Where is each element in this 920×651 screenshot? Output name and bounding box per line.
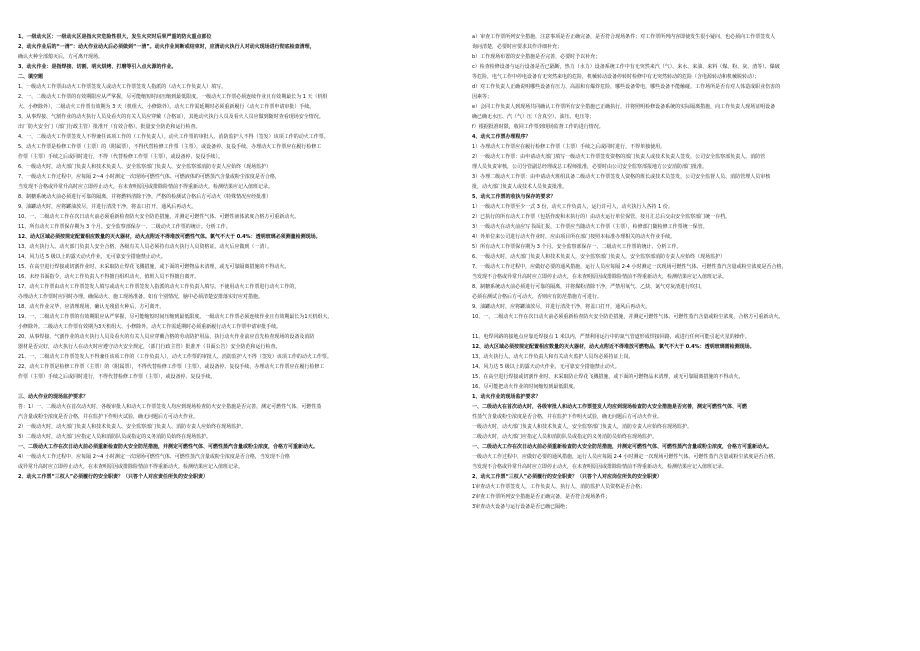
text-line: 三、动火作业的现场监护要求？ bbox=[18, 394, 89, 400]
text-line: 3审查动火设备与运行设备是否已确已隔绝； bbox=[472, 504, 571, 510]
right-text-column bbox=[472, 32, 902, 647]
text-line: 15、在高空进行焊接或切割作业时，未采取防止焊花飞溅措施，或下面的可燃物品未清理，或无可靠隔离措施的不得动火。 bbox=[472, 374, 744, 380]
text-line: 1、一级动火工作票由动火工作票签发人或动火工作票签发人指派的（动火工作负责人）填写。 bbox=[18, 84, 227, 90]
text-line: 5、动火工作票是检修工作票（主票）的（附属票），不得代替检修工作票（主票），或设备停、复役手续，办理动火工作票应在履行检修工 bbox=[18, 144, 322, 150]
text-line: 批，动火部门负责人或技术人员负责批准。 bbox=[472, 184, 568, 190]
text-line: 出厂防火安全门（部门行政主管）批准开（有效合格）。批量安全防范和运行检查。 bbox=[18, 124, 201, 130]
text-line: 21、一、二级动火工作票签发人不得兼任该项工作的（工作负责人），动火工作票的审批人、消防监护人不得（签发）该项工作的动火工作票。 bbox=[18, 354, 332, 360]
text-line: 一、二级动火工作在次日动火前必须重新检查防火安全防范措施，并测定可燃性气体、可燃性蒸汽含量或粉尘浓度，合格方可重新动火。 bbox=[18, 444, 319, 450]
text-line: 器材是否完好，动火执行人在动火时应遵守动火安全规定，（部门行政主管）批准开（书面公告）安全防范和运行检查。 bbox=[18, 344, 281, 350]
text-line: c）检查检修设备与运行设备是否已隔断，热力（水力）设备系统工作中有无突然来汽（气）、来水、来油、来料（煤、粉、灰、渣等）、爆破 bbox=[472, 64, 780, 70]
text-line: 3）一级动火在动火前应写书面汇报，工作票应当随动火工作票（主票），检修部门随检修工作票统一保管。 bbox=[472, 224, 708, 230]
text-line: 5、动火工作票的收执与保存的要求？ bbox=[472, 194, 556, 200]
text-line: 17、动火工作票由动火工作票签发人填写或动火工作票签发人指派的动火工作负责人填写。不使用动火工作票进行动火工作的， bbox=[18, 284, 300, 290]
text-line: 或异常升高时应立即停止动火，在未查明原因或排除险情前不得重新动火。检测结果应记入值班记录。 bbox=[18, 464, 244, 470]
text-line: 2）一级动火工作票：由申请动火部门填写一级动火工作票签发资格的部门负责人或技术负责人签发，公司安全监察部负责人、消防管 bbox=[472, 154, 766, 160]
text-line: 22、动火工作票是检修工作票（主票）的（附属票），不得代替检修工作票（主票），或设备停、复役手续，办理动火工作票应在履行检修工 bbox=[18, 364, 325, 370]
text-line: 小修除外。二级动火工作票有效期为3天机组大、小修除外。动火工作需延期时必须重新履行动火工作票申请审批手续。 bbox=[18, 324, 282, 330]
text-line: 作票（主票）手续之后或同时进行，不得代替检修工作票（主票），或设备停、复役手续。 bbox=[18, 374, 216, 380]
text-line: 11、所有动火工作票保存期为 3 个月。安全监察部保存一、二级动火工作票的统计。分析工作。 bbox=[18, 224, 231, 230]
text-line: 性蒸气含量或粉尘浓度是否合格，并在监护下作明火试验，确无问题后方可动火作业。 bbox=[472, 414, 663, 420]
text-line: 15、在高空进行焊接或切割作业时，未采取防止焊花飞溅措施，或下面的可燃物品未清理，或无可靠隔离措施的不得动火。 bbox=[18, 264, 290, 270]
text-line: 二级动火时，动火部门应指定人员和消防队员或指定的义务消防员始终在现场监护。 bbox=[472, 434, 658, 440]
text-line: 8、制糖系统动火前必须进行可靠的隔离，并将燃料清除干净，严格的检测试合格后方可动火（特殊情况应经批准） bbox=[18, 194, 272, 200]
text-line: 一、二级动火工作在次日动火前必须重新检查防火安全防范措施，并测定可燃性气体、可燃性蒸汽含量或粉尘浓度，合格方可重新动火。 bbox=[472, 444, 773, 450]
text-line: 2）一级动火时，动火部门负责人和技术负责人、安全监察部门负责人、消防专责人应始终在现场监护。 bbox=[18, 424, 247, 430]
text-line: 4、一、二级动火工作票签发人不得兼任该项工作的（工作负责人）。动火工作票的审批人、消防监护人不得（签发）该项工作的动火工作票。 bbox=[18, 134, 329, 140]
text-line: 3、动火作业：是指焊接、切割、明火烘烤、打磨等引入点火源的作业。 bbox=[18, 64, 177, 70]
text-line: 6、一级动火时，动火部门负责人和技术负责人、安全监察部门负责人、安全监察部消防专责人应始终（现场监护） bbox=[18, 164, 272, 170]
text-line: 1、动火作业的现场监护要求？ bbox=[472, 394, 541, 400]
text-line: 16、尽可能把动火作业的时间缩短到最低限度。 bbox=[472, 384, 579, 390]
text-line: 确认火种全部熄灭后，方可离开现场。 bbox=[18, 54, 104, 60]
text-line: 11、电焊回路的接地点应靠近焊接点 1 米以内，严禁利用运行中的氮气管道形成焊接回路，或进行任何可能引起火星的操作。 bbox=[472, 334, 750, 340]
text-line: 2、动火工作票“三权人”必须履行的安全职责？（只答个人对应岗位所负的安全职责） bbox=[472, 474, 663, 480]
text-line: 3、从事焊接、气割作业的动火执行人员及看火的有关人员应穿戴（合格证），其他动火执行人员及看火人员应做到随时查看现场安全情况。 bbox=[18, 114, 324, 120]
text-line: 2、动火工作票“三权人”必须履行的安全职责？（只答个人对应责任所负的安全职责） bbox=[18, 474, 209, 480]
text-line: 等危险，电气工作中停电设备有无突然来电的危险，机械转动设备停转时检修中有无突然转动的危险（含电源转动和机械脱转动）； bbox=[472, 74, 760, 80]
text-line: 5）所有动火工作票保存期为 3 个月。安全监察部保存一、二级动火工作票的统计、分析工作。 bbox=[472, 244, 682, 250]
text-line: 3）办理二级动火工作票：由申请动火班组具备二级动火工作票签发人资格的班长或技术员签发，公司安全监督人员、消防管理人员审核 bbox=[472, 174, 771, 180]
text-line: f）根据批准时限，收回工作票到现场监督工作的进行情况。 bbox=[472, 124, 604, 130]
text-line: 一级动火时，动火部门负责人和技术负责人，安全监察部门负责人，消防专责人应始终在现场监护。 bbox=[472, 424, 693, 430]
text-line: 1、一级动火区：一级动火区是指火灾危险性很大，发生火灾时后果严重的防火重点部位 bbox=[18, 34, 212, 40]
text-line bbox=[472, 322, 902, 332]
text-line bbox=[18, 382, 442, 392]
text-line: 20、从事焊接、气割作业的动火执行人员及看火的有关人员应穿戴合格的劳动防护用品，执行动火作业前应首先检查现场的设备及消防 bbox=[18, 334, 315, 340]
text-line: 2、一、二级动火工作票的有效期限应从严掌握，尽可能缩短时间压缩到最低限度。一级动火工作票必须连续作业且有效期最长为 1 天（机组 bbox=[18, 94, 328, 100]
text-line: 13、动火执行人、动火工作负责人和有关动火监护人员均必须持证上岗。 bbox=[472, 354, 634, 360]
text-line: 因素等； bbox=[472, 94, 493, 100]
text-line: 2、动火作业后的“一清”：动火作业动火后必须做到“一清”。动火作业间断或结束时，应清动火执行人对动火现场进行彻底检查清理， bbox=[18, 44, 315, 50]
text-line: d）对工作负责人正确说明哪些设备有压力、高温和有爆炸危险，哪些设备带电，哪些设备不能触碰。工作场所是否有对人体造成职业伤害的 bbox=[472, 84, 781, 90]
text-line: 13、动火执行人、动火部门负责人安全合格，各级有关人员必须持有动火执行人员资格证。动火后应做到（一清）。 bbox=[18, 244, 272, 250]
text-line: 大、小修除外），二级动火工作票有效期为 3 天（机组大、小修除外）。动火工作需延期时必须重新履行（动火工作票申请审批）手续。 bbox=[18, 104, 315, 110]
text-line: 汽含量或粉尘浓度是否合格，并在监护下作明火试验，确无问题后方可动火作业。 bbox=[18, 414, 199, 420]
text-line: 9、油罐动火时，应将罐油放尽，并进行清洗干净，将盖口打开，通风后再动火。 bbox=[18, 204, 197, 210]
text-line: 16、未经书面指令，动火工作负责人不得擅自组织动火，值班人员不得擅自离开。 bbox=[18, 274, 200, 280]
text-line: 1）办理动火工作票应在履行检修工作票（主票）手续之后或同时进行，不得单独使用。 bbox=[472, 144, 666, 150]
text-line: 14、风力达 5 级以上的露天动火作业，无可靠安全措施禁止动火。 bbox=[18, 254, 166, 260]
text-line: 10、一、二级动火工作在次日动火前必须重新检查防火安全防范措施，并测定可燃性气体、可燃性液体浓度合格方可重新动火。 bbox=[18, 214, 300, 220]
text-line: 2）已执行的所有动火工作票（包括作废和未执行的）由动火运行单位保管，按月汇总后交由安全监察部门统一存档。 bbox=[472, 214, 731, 220]
text-line: 7、一级动火工作过程中，应做好必要的通风措施，运行人员应每隔 2-4 小时测定一次现场可燃性气体、可燃性蒸汽含量或粉尘浓度是否合格， bbox=[472, 264, 787, 270]
text-line: 理人员负责审核，公司分管副总经理或总工程师批准，必要时由公司安全监察部报地方公安消防部门批准。 bbox=[472, 164, 708, 170]
text-line: 9、油罐动火时，应将罐油放尽，并进行清洗干净，将盖口打开，通风后再动火。 bbox=[472, 304, 651, 310]
text-line: 18、动火作业完毕，应清理现场，确认无残留火种后，方可离开。 bbox=[18, 304, 165, 310]
text-line: 6、一级动火时，动火部门负责人和技术负责人，安全监察部门负责人，安全监察部消防专责人应始终（现场监护） bbox=[472, 254, 726, 260]
text-line: 1审查动火工作票签发人，工作负责人、执行人，消防监护人员资格是否合格； bbox=[472, 484, 646, 490]
text-line: 8、制糖系统动火前必须进行可靠的隔离，并将煤粉清除干净，严禁用氧气、乙炔、氮气对灰渣进行吹扫， bbox=[472, 284, 706, 290]
text-line: 14、风力达 5 级以上的露天动火作业，无可靠安全措施禁止动火。 bbox=[472, 364, 620, 370]
text-line: 1）一级动火工作票至少一式 3 份，动火工作负责人，运行许可人，动火执行人各持 1 份。 bbox=[472, 204, 673, 210]
text-line: 当发现不合格或异常升高时应立即停止动火，在未查明原因或排除险情前不得重新动火，检测结果应记入值班记录。 bbox=[472, 464, 728, 470]
text-line: 12、动火区域必须按规定配置相应数量的灭火器材，动火点附近不得堆放可燃物品，氯气不大于 0.4%：透明玻璃需检测现场。 bbox=[472, 344, 755, 350]
text-line: e）会同工作负责人到现场共同确认工作票所有安全措施已正确执行，并将照明检修设备系统的实际隔离措施，向工作负责人现场证明设备 bbox=[472, 104, 776, 110]
text-line: 当发现不合格或异常升高时应立即停止动火，在未查明原因或排除险情前不得重新动火。检测结果应记入值班记录。 bbox=[18, 184, 274, 190]
text-line: 12、动火区域必须按规定配置相应数量的灭火器材，动火点附近不得堆放可燃性气体。氯气不大于 0.4%：透明玻璃必须测量检测现场。 bbox=[18, 234, 321, 240]
text-line: 3）二级动火时，动火部门应指定人员和消防队员或指定的义务消防员始终在现场监护。 bbox=[18, 434, 212, 440]
text-line: 4）一级动火工作过程中，应每隔 2~4 小时测定一次现场可燃性气体、可燃性蒸汽含量或粉尘浓度是否合格，当发现不合格 bbox=[18, 454, 290, 460]
text-line: 确已确无水压、汽（气）压（含真空）、油压、电压等； bbox=[472, 114, 595, 120]
text-line: 2审查工作票所列安全措施是否正确完备，是否符合现场条件； bbox=[472, 494, 611, 500]
text-line: 7、一级动火工作过程中，应每隔 2~4 小时测定一次现场可燃性气体、可燃液体的可燃蒸汽含量或粉尘浓度是否合格， bbox=[18, 174, 280, 180]
text-line: 4、动火工作票办理程序？ bbox=[472, 134, 531, 140]
text-line: 一级动火工作过程中，应做好必要的通风措施，运行人员应每隔 2-4 小时测定一次现场可燃性气体、可燃性蒸汽含量或粉尘浓度是否合格， bbox=[472, 454, 779, 460]
text-line: 办理动火工作票时应同时办理。确保动火、施工现场准备。如有个别情况，脑中必须清楚安排落实好应对措施。 bbox=[18, 294, 264, 300]
text-line: b）工作现场布置的安全措施是否完善，必要时予以补充； bbox=[472, 54, 601, 60]
text-line: 作票（主票）手续之后或同时进行，不得（代替检修工作票（主票），或设备停、复役手续）。 bbox=[18, 154, 224, 160]
text-line: 19、一、二级动火工作票的有效期限应从严掌握，尽可能缩短时间压缩到最低限度。一级动火工作票必须连续作业且有效期最长为1天机组大、 bbox=[18, 314, 333, 320]
text-line: 10、一、二级动火工作在次日动火前必须重新检查防火安全防范措施，并测定可燃性气体、可燃性蒸汽含量或粉尘浓度，合格方可重新动火。 bbox=[472, 314, 784, 320]
text-line: 4）外单位来公司进行动火作业时，应由项目所在部门按照本标准办理相关的动火作业手续。 bbox=[472, 234, 676, 240]
text-line: 当发现不合格或异常升高时应立即停止动火，在未查明原因或排除险情前不得重新动火，检测结果应记入值班记录。 bbox=[472, 274, 728, 280]
text-line: 一、二级动火在首次动火时，各级审批人和动火工作票签发人均应到现场检查防火安全措施是否完善，测定可燃性气体、可燃 bbox=[472, 404, 748, 410]
left-text-column bbox=[18, 32, 442, 647]
text-line: 答：1）一、二级动火在首次动火时，各级审批人和动火工作票签发人均应到现场检查防火安全措施是否完善，测定可燃性气体、可燃性蒸 bbox=[18, 404, 322, 410]
text-line: 必须在测试合格后方可动火，否则应有防范措施方可进行。 bbox=[472, 294, 603, 300]
text-line: 询问清楚，必要时应要求其作详细补充； bbox=[472, 44, 563, 50]
text-line: a）审查工作票所列安全措施，注意事项是否正确完备，是否符合现场条件；对工作票所列内容即使发生很小疑问，也必须向工作票签发人 bbox=[472, 34, 776, 40]
text-line: 二、填空题 bbox=[18, 74, 44, 80]
